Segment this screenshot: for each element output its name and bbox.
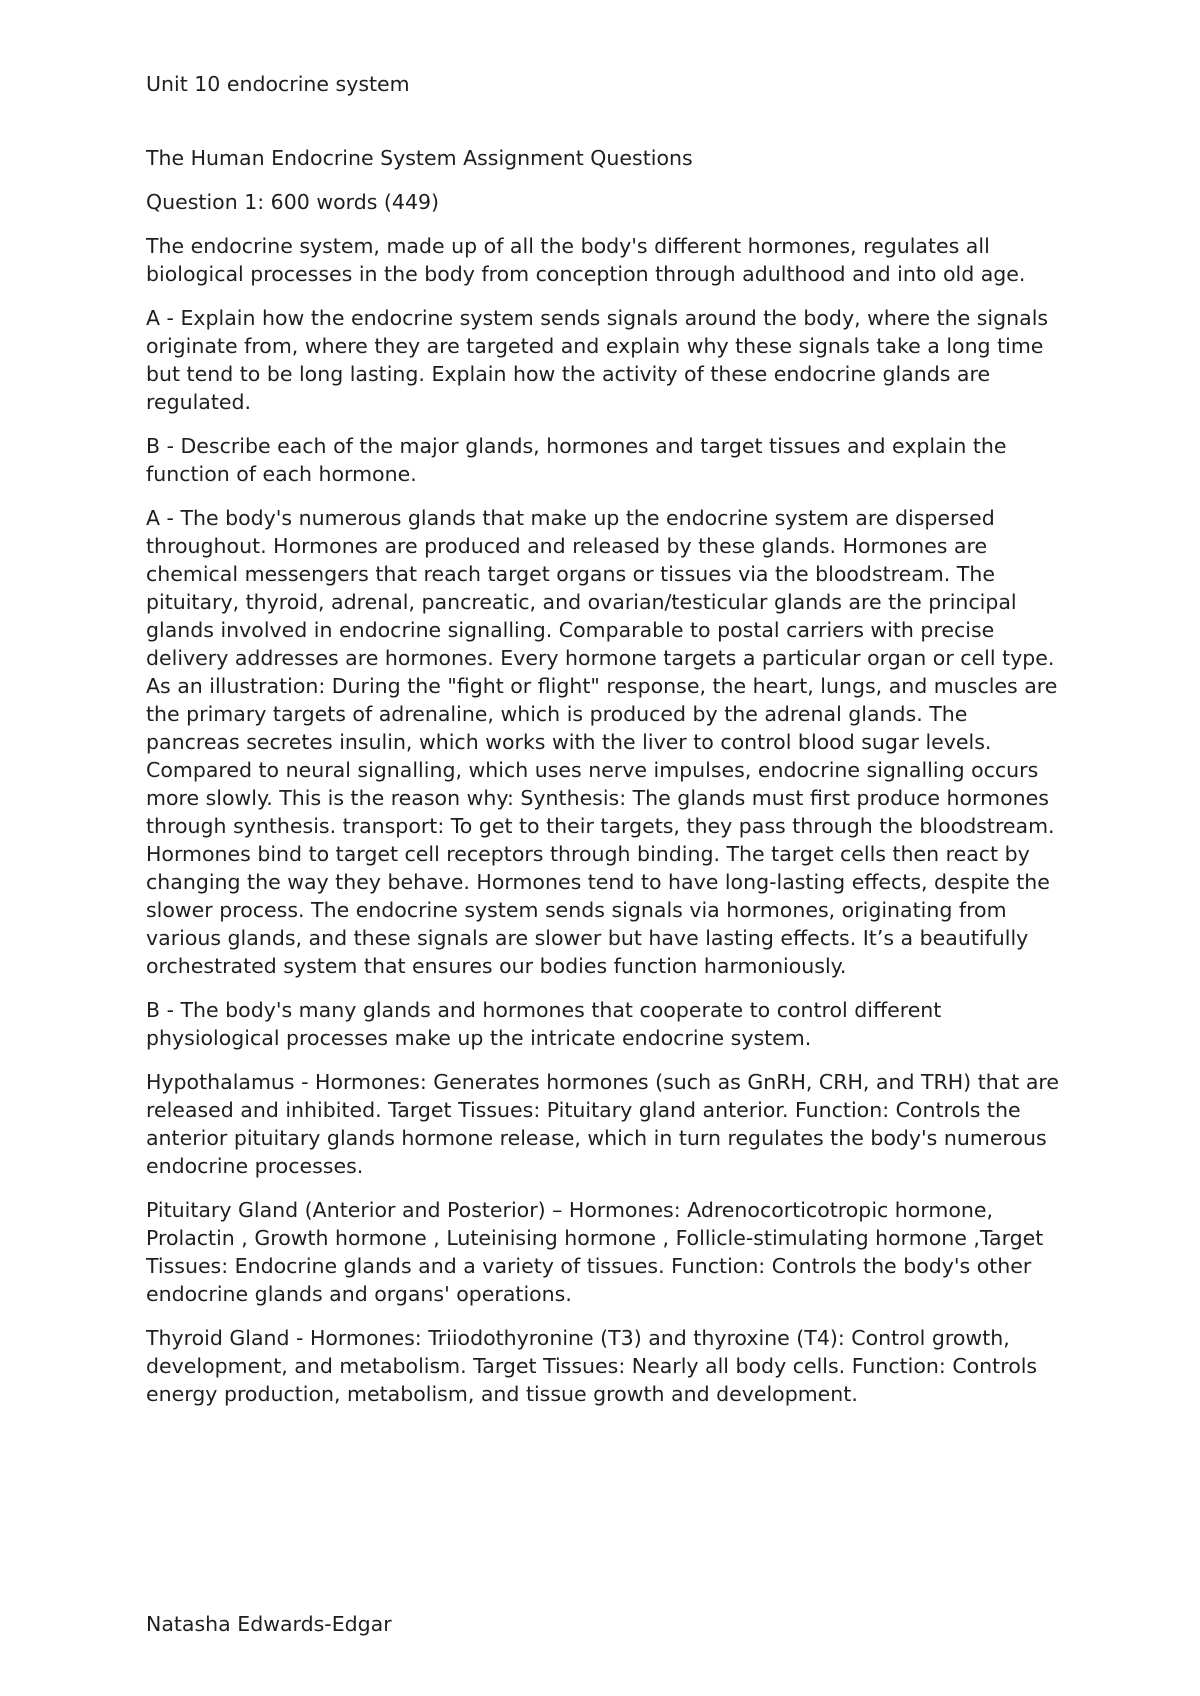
assignment-title: The Human Endocrine System Assignment Questions xyxy=(146,146,693,170)
answer-a-paragraph: A - The body's numerous glands that make up the endocrine system are dispersed throughout. Hormones are produced and released by these glands. Hormones are chemical messengers that reach target organs or tissues via the bloodstream. The pituitary, thyroid, adrenal, pancreatic, and ovarian/testicular glands are the principal glands involved in endocrine signalling. Comparable to postal carriers with precise delivery addresses are hormones. Every hormone targets a particular organ or cell type. As an illustration: During the "fight or flight" response, the heart, lungs, and muscles are the primary targets of adrenaline, which is produced by the adrenal glands. The pancreas secretes insulin, which works with the liver to control blood sugar levels. Compared to neural signalling, which uses nerve impulses, endocrine signalling occurs more slowly. This is the reason why: Synthesis: The glands must first produce hormones through synthesis. transport: To get to their targets, they pass through the bloodstream. Hormones bind to target cell receptors through binding. The target cells then react by changing the way they behave. Hormones tend to have long-lasting effects, despite the slower process. The endocrine system sends signals via hormones, originating from various glands, and these signals are slower but have lasting effects. It’s a beautifully orchestrated system that ensures our bodies function harmoniously. xyxy=(146,506,1058,978)
question-b-prompt: B - Describe each of the major glands, hormones and target tissues and explain the function of each hormone. xyxy=(146,434,1007,486)
author-footer: Natasha Edwards-Edgar xyxy=(146,1612,392,1636)
question-heading: Question 1: 600 words (449) xyxy=(146,190,440,214)
intro-paragraph: The endocrine system, made up of all the body's different hormones, regulates all biological processes in the body from conception through adulthood and into old age. xyxy=(146,234,1026,286)
hypothalamus-paragraph: Hypothalamus - Hormones: Generates hormones (such as GnRH, CRH, and TRH) that are released and inhibited. Target Tissues: Pituitary gland anterior. Function: Controls the anterior pituitary glands hormone release, which in turn regulates the body's numerous endocrine processes. xyxy=(146,1070,1059,1178)
document-body xyxy=(146,144,1066,1424)
pituitary-paragraph: Pituitary Gland (Anterior and Posterior) – Hormones: Adrenocorticotropic hormone, Prolactin , Growth hormone , Luteinising hormone , Follicle-stimulating hormone ,Target Tissues: Endocrine glands and a variety of tissues. Function: Controls the body's other endocrine glands and organs' operations. xyxy=(146,1198,1044,1306)
unit-title: Unit 10 endocrine system xyxy=(146,72,410,96)
question-a-prompt: A - Explain how the endocrine system sends signals around the body, where the signals originate from, where they are targeted and explain why these signals take a long time but tend to be long lasting. Explain how the activity of these endocrine glands are regulated. xyxy=(146,306,1049,414)
thyroid-paragraph: Thyroid Gland - Hormones: Triiodothyronine (T3) and thyroxine (T4): Control growth, development, and metabolism. Target Tissues: Nearly all body cells. Function: Controls energy production, metabolism, and tissue growth and development. xyxy=(146,1326,1038,1406)
answer-b-intro-paragraph: B - The body's many glands and hormones that cooperate to control different physiological processes make up the intricate endocrine system. xyxy=(146,998,942,1050)
